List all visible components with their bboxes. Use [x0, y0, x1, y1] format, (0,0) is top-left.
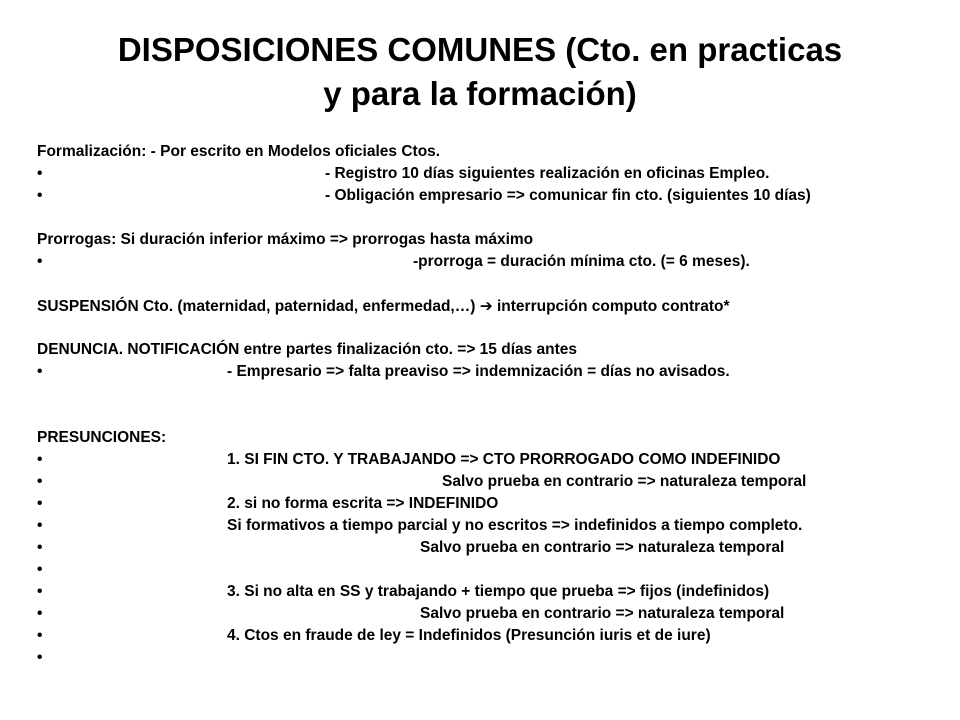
suspension-result: interrupción computo contrato*	[497, 298, 730, 315]
title-line-1: DISPOSICIONES COMUNES (Cto. en practicas	[117, 31, 843, 68]
presuncion-item	[37, 539, 937, 561]
presunciones-heading	[37, 429, 937, 451]
bullet-row	[37, 253, 937, 275]
bullet-icon: •	[37, 451, 43, 468]
bullet-icon: •	[37, 517, 43, 534]
bullet-row	[37, 165, 937, 187]
presunciones-title: PRESUNCIONES:	[37, 429, 167, 446]
presuncion-item	[37, 627, 937, 649]
bullet-row	[37, 187, 937, 209]
prorrogas-line	[37, 231, 937, 253]
slide-body	[37, 143, 937, 671]
bullet-icon: •	[37, 473, 43, 490]
presuncion-text: 1. SI FIN CTO. Y TRABAJANDO => CTO PRORROGADO COMO INDEFINIDO	[227, 451, 781, 468]
prorrogas-text: Prorrogas: Si duración inferior máximo => prorrogas hasta máximo	[37, 231, 534, 248]
bullet-icon: •	[37, 165, 43, 182]
presuncion-item	[37, 473, 937, 495]
presuncion-item	[37, 517, 937, 539]
bullet-icon: •	[37, 495, 43, 512]
bullet-icon: •	[37, 583, 43, 600]
presuncion-text: 4. Ctos en fraude de ley = Indefinidos (Presunción iuris et de iure)	[227, 627, 711, 644]
formalizacion-registro: - Registro 10 días siguientes realización en oficinas Empleo.	[325, 165, 770, 182]
formalizacion-obligacion: - Obligación empresario => comunicar fin cto. (siguientes 10 días)	[325, 187, 811, 204]
bullet-row	[37, 363, 937, 385]
denuncia-preaviso: - Empresario => falta preaviso => indemnización = días no avisados.	[227, 363, 730, 380]
bullet-icon: •	[37, 561, 43, 578]
prorrogas-duracion: -prorroga = duración mínima cto. (= 6 meses).	[413, 253, 750, 270]
formalizacion-text: Formalización: - Por escrito en Modelos oficiales Ctos.	[37, 143, 441, 160]
presuncion-text: Si formativos a tiempo parcial y no escritos => indefinidos a tiempo completo.	[227, 517, 803, 534]
title-line-2: y para la formación)	[323, 75, 637, 112]
presuncion-text: Salvo prueba en contrario => naturaleza temporal	[442, 473, 807, 490]
bullet-icon: •	[37, 627, 43, 644]
slide-title	[0, 28, 960, 116]
presuncion-text: Salvo prueba en contrario => naturaleza temporal	[420, 539, 785, 556]
bullet-icon: •	[37, 253, 43, 270]
presuncion-text: 3. Si no alta en SS y trabajando + tiempo que prueba => fijos (indefinidos)	[227, 583, 770, 600]
suspension-text: SUSPENSIÓN Cto. (maternidad, paternidad, enfermedad,…)	[37, 298, 476, 315]
bullet-icon: •	[37, 539, 43, 556]
presuncion-item	[37, 605, 937, 627]
presuncion-item	[37, 495, 937, 517]
right-arrow-icon: ➔	[479, 298, 493, 315]
suspension-line	[37, 297, 937, 319]
presuncion-item	[37, 649, 937, 671]
presuncion-text: Salvo prueba en contrario => naturaleza temporal	[420, 605, 785, 622]
presuncion-item	[37, 583, 937, 605]
bullet-icon: •	[37, 363, 43, 380]
presuncion-item	[37, 561, 937, 583]
formalizacion-line	[37, 143, 937, 165]
bullet-icon: •	[37, 605, 43, 622]
denuncia-text: DENUNCIA. NOTIFICACIÓN entre partes finalización cto. => 15 días antes	[37, 341, 578, 358]
bullet-icon: •	[37, 187, 43, 204]
presuncion-item	[37, 451, 937, 473]
denuncia-line	[37, 341, 937, 363]
presuncion-text: 2. si no forma escrita => INDEFINIDO	[227, 495, 499, 512]
bullet-icon: •	[37, 649, 43, 666]
